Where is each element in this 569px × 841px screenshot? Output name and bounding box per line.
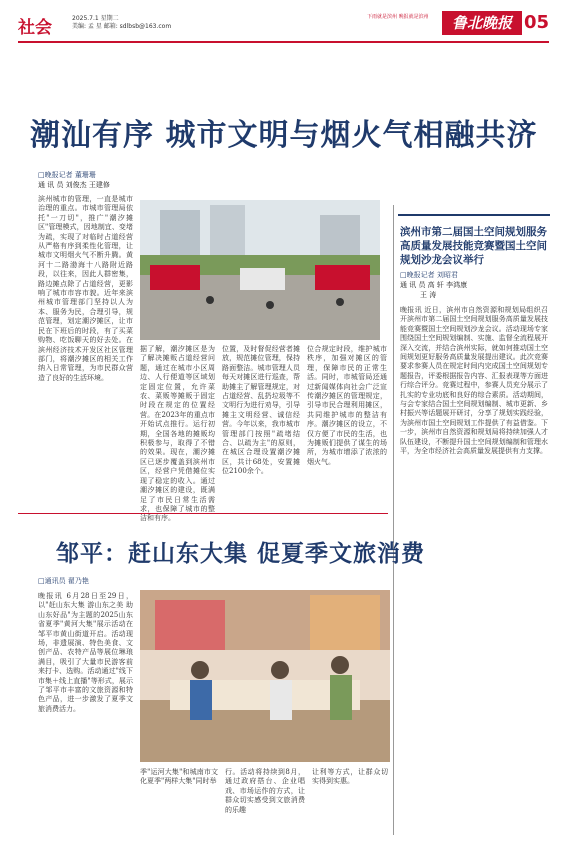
article1-column-1: 滨州城市的管理，一直是城市治理的重点。市城市管理局依托"一刀切"，推广"潮汐摊区"管理模式，因地制宜、变堵为疏，实现了对临时占道经营从严格有序到柔性化管理，让城市文明烟火气不断升腾。黄河十二路渤海十八路附近路段，以往来，因此人群密集，路边摊点除了占道经营，更影响了城市市容市貌。近年来滨州城市管理部门坚持以人为本、服务为民，合理引导，规范管理，划定潮汐摊区，让市民在下班后的时段，有了买菜购物、吃饭聊天的好去处。在滨州经济技术开发区社区管理部门，将潮汐摊区的相关工作纳入日常管理，为市民群众营造了良好的生活环境。 <box>38 195 133 382</box>
header-rule <box>18 41 549 43</box>
column-divider <box>393 205 394 835</box>
article2-title: 邹平：赶山东大集 促夏季文旅消费 <box>56 540 426 567</box>
section-name: 社会 <box>18 18 52 38</box>
article2-column-4: 让利等方式，让群众切实得到实惠。 <box>312 768 388 786</box>
article1-column-4: 位合规定时段，维护城市秩序，加强对摊区的管理，保障市民的正常生活。同时，市城管局还通过新闻媒体向社会广泛宣传潮汐摊区的管理规定，引导市民合理利用摊区，共同维护城市的整洁有序。潮汐摊区的设立，不仅方便了市民的生活，也为摊贩们提供了谋生的场所，为城市增添了浓浓的烟火气。 <box>307 345 387 466</box>
article2-correspondent: □通讯员 翟乃艳 <box>38 577 89 585</box>
side-article-correspondent-2: 王 涛 <box>420 291 437 299</box>
side-article-title: 滨州市第二届国土空间规划服务高质量发展技能竞赛暨国土空间规划沙龙会议举行 <box>400 226 547 266</box>
slogan: 下雨就是滨州 晚报就是滨州 <box>367 14 429 20</box>
side-article-correspondent: 通 讯 员 高 轩 李鸿康 <box>400 281 468 289</box>
newspaper-logo: 鲁北晚报 <box>442 11 522 35</box>
issue-meta <box>72 15 171 31</box>
side-article-byline <box>400 270 467 300</box>
side-article-reporter: □晚报记者 刘昭君 <box>400 271 458 279</box>
market-photo <box>140 200 380 340</box>
main-headline: 潮汕有序 城市文明与烟火气相融共济 <box>30 118 538 153</box>
masthead-banner <box>367 11 549 35</box>
article1-column-3: 位置，及时督促经营者摊放，规范摊位管理，保持路面整洁。城市管理人员每天对摊区进行巡查，帮助摊主了解管理规定，对占道经营、乱扔垃圾等不文明行为进行劝导，引导摊主文明经营、诚信经营。今年以来，我市城市管理部门按照"疏堵结合、以疏为主"的原则，在城区合理设置潮汐摊区，共计68处，安置摊位2100余个。 <box>222 345 300 476</box>
side-article-rule <box>398 214 550 222</box>
page-number: 05 <box>523 12 549 33</box>
section-divider <box>18 513 388 514</box>
editor-line: 美编: 孟 星 邮箱: sdlbsb@163.com <box>72 23 172 30</box>
article2-column-3: 行。活动将持续到8月，通过政府搭台、企业唱戏、市场运作的方式，让群众切实感受到文旅消费的乐趣 <box>225 768 305 814</box>
article1-reporter: □晚报记者 董珊珊 <box>38 171 96 179</box>
article1-correspondent: 通 讯 员 刘俊杰 王建修 <box>38 181 110 189</box>
article2-column-1: 晚报讯 6月28日至29日，以"赶山东大集 游山东之美 助山东好品"为主题的2025山东省夏季"黄河大集"展示活动在邹平市黄山街道开启。活动现场，非遗展演、特色美食、文创产品、农特产品等展位琳琅满目，吸引了大量市民游客前来打卡、选购。活动通过"线下市集＋线上直播"等形式，展示了邹平市丰富的文旅资源和特色产品，进一步激发了夏季文旅消费活力。 <box>38 592 133 713</box>
issue-date: 2025.7.1 星期二 <box>72 15 119 22</box>
article2-byline <box>38 576 89 586</box>
market-fair-photo <box>140 590 390 762</box>
article1-byline <box>38 170 110 190</box>
article2-column-2: 季"运河大集"和城南市文化夏季"两样大集"同时举 <box>140 768 218 786</box>
side-article-body: 晚报讯 近日，滨州市自然资源和规划局组织召开滨州市第二届国土空间规划服务高质量发展技能竞赛暨国土空间规划沙龙会议。活动现场专家围绕国土空间规划编制、实施、监督全流程展开深入交流，并结合滨州实际，就如何推动国土空间规划更好服务高质量发展提出建议。此次竞赛要求参赛人员在规定时间内完成国土空间规划专题报告，评委根据报告内容、汇报表现等方面进行综合评分。竞赛过程中，参赛人员充分展示了扎实的专业功底和良好的综合素质。活动期间，与会专家结合国土空间规划编制、城市更新、乡村振兴等话题展开研讨，分享了规划实践经验，为滨州市国土空间规划工作提供了有益借鉴。下一步，滨州市自然资源和规划局将持续加强人才队伍建设，不断提升国土空间规划编制和管理水平，为全市经济社会高质量发展提供有力支撑。 <box>400 306 548 456</box>
page-header <box>18 11 549 41</box>
article1-column-2: 据了解，潮汐摊区是为了解决摊贩占道经营问题，通过在城市小区周边、人行便道等区域划定固定位置，允许菜农、菜贩等摊贩于固定时段在规定的位置经营。在2023年的重点市开始试点推行。运行初期，全国各地的摊贩均积极参与，取得了不错的效果。现在，潮汐摊区已逐步覆盖到滨州市区，经营户凭借摊位实现了稳定的收入。通过潮汐摊区的建设，既满足了市民日常生活需求，也保障了城市的整洁和有序。 <box>140 345 215 523</box>
